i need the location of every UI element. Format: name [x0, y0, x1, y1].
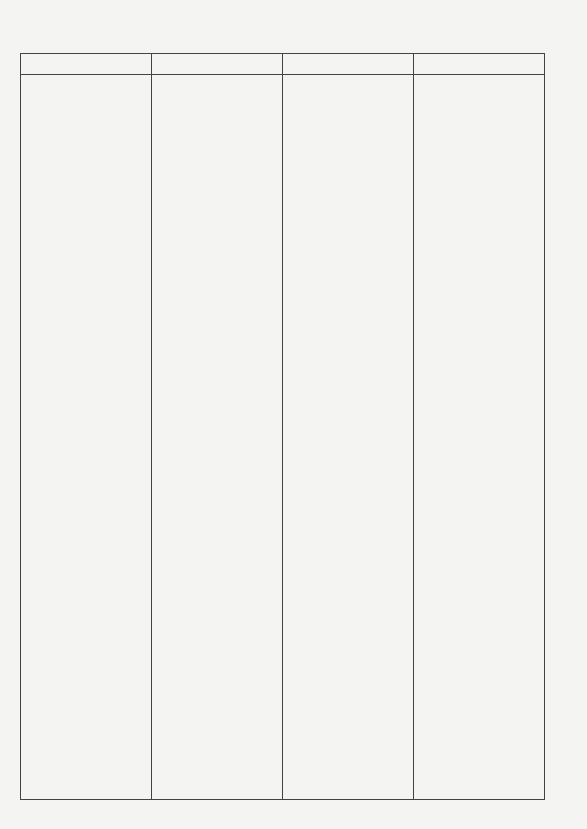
- column-body: [414, 75, 544, 81]
- table-column-2: [152, 54, 283, 799]
- punch-holes-right: [557, 0, 587, 829]
- page-issue-table: [20, 53, 545, 800]
- table-column-3: [283, 54, 414, 799]
- column-body: [152, 75, 282, 81]
- column-body: [21, 75, 151, 81]
- punch-holes-top: [0, 0, 587, 30]
- column-header: [283, 54, 413, 75]
- column-header: [21, 54, 151, 75]
- column-header: [152, 54, 282, 75]
- table-column-4: [414, 54, 544, 799]
- table-column-1: [21, 54, 152, 799]
- column-header: [414, 54, 544, 75]
- column-body: [283, 75, 413, 81]
